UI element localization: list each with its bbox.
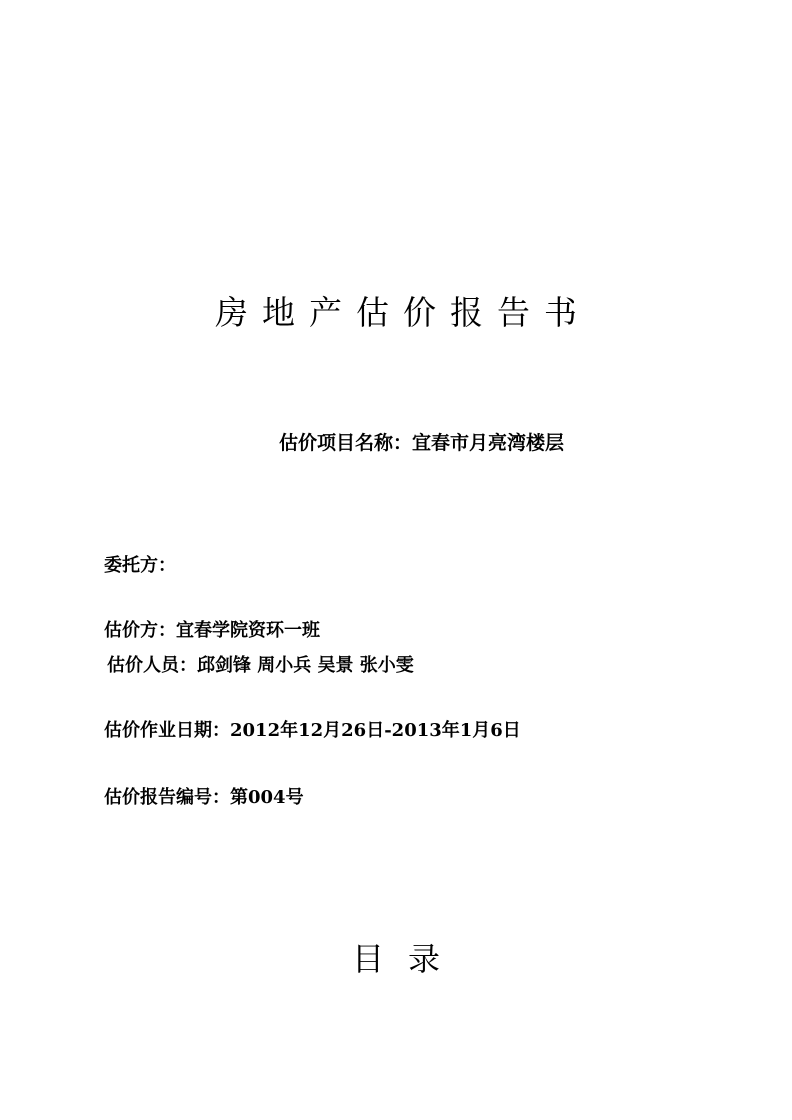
client-label: 委托方： bbox=[104, 555, 176, 576]
project-name-value: 宜春市月亮湾楼层 bbox=[412, 432, 565, 454]
appraisal-staff-value: 邱剑锋 周小兵 吴景 张小雯 bbox=[197, 655, 414, 676]
table-of-contents-heading: 目录 bbox=[352, 940, 465, 978]
appraiser-line bbox=[104, 622, 320, 640]
appraisal-date-value: 2012年12月26日-2013年1月6日 bbox=[230, 720, 521, 741]
report-number-label: 估价报告编号： bbox=[104, 787, 230, 808]
appraiser-label: 估价方： bbox=[104, 620, 176, 641]
appraisal-date-line bbox=[104, 722, 521, 740]
appraisal-staff-label: 估价人员： bbox=[107, 655, 197, 676]
client-line bbox=[104, 557, 176, 575]
project-name-line bbox=[279, 434, 564, 453]
report-number-value: 第004号 bbox=[230, 787, 304, 808]
report-title: 房地产估价报告书 bbox=[215, 293, 591, 332]
appraiser-value: 宜春学院资环一班 bbox=[176, 620, 320, 641]
project-name-label: 估价项目名称： bbox=[279, 432, 413, 454]
report-number-line bbox=[104, 789, 304, 807]
appraisal-staff-line bbox=[107, 657, 414, 675]
appraisal-date-label: 估价作业日期： bbox=[104, 720, 230, 741]
